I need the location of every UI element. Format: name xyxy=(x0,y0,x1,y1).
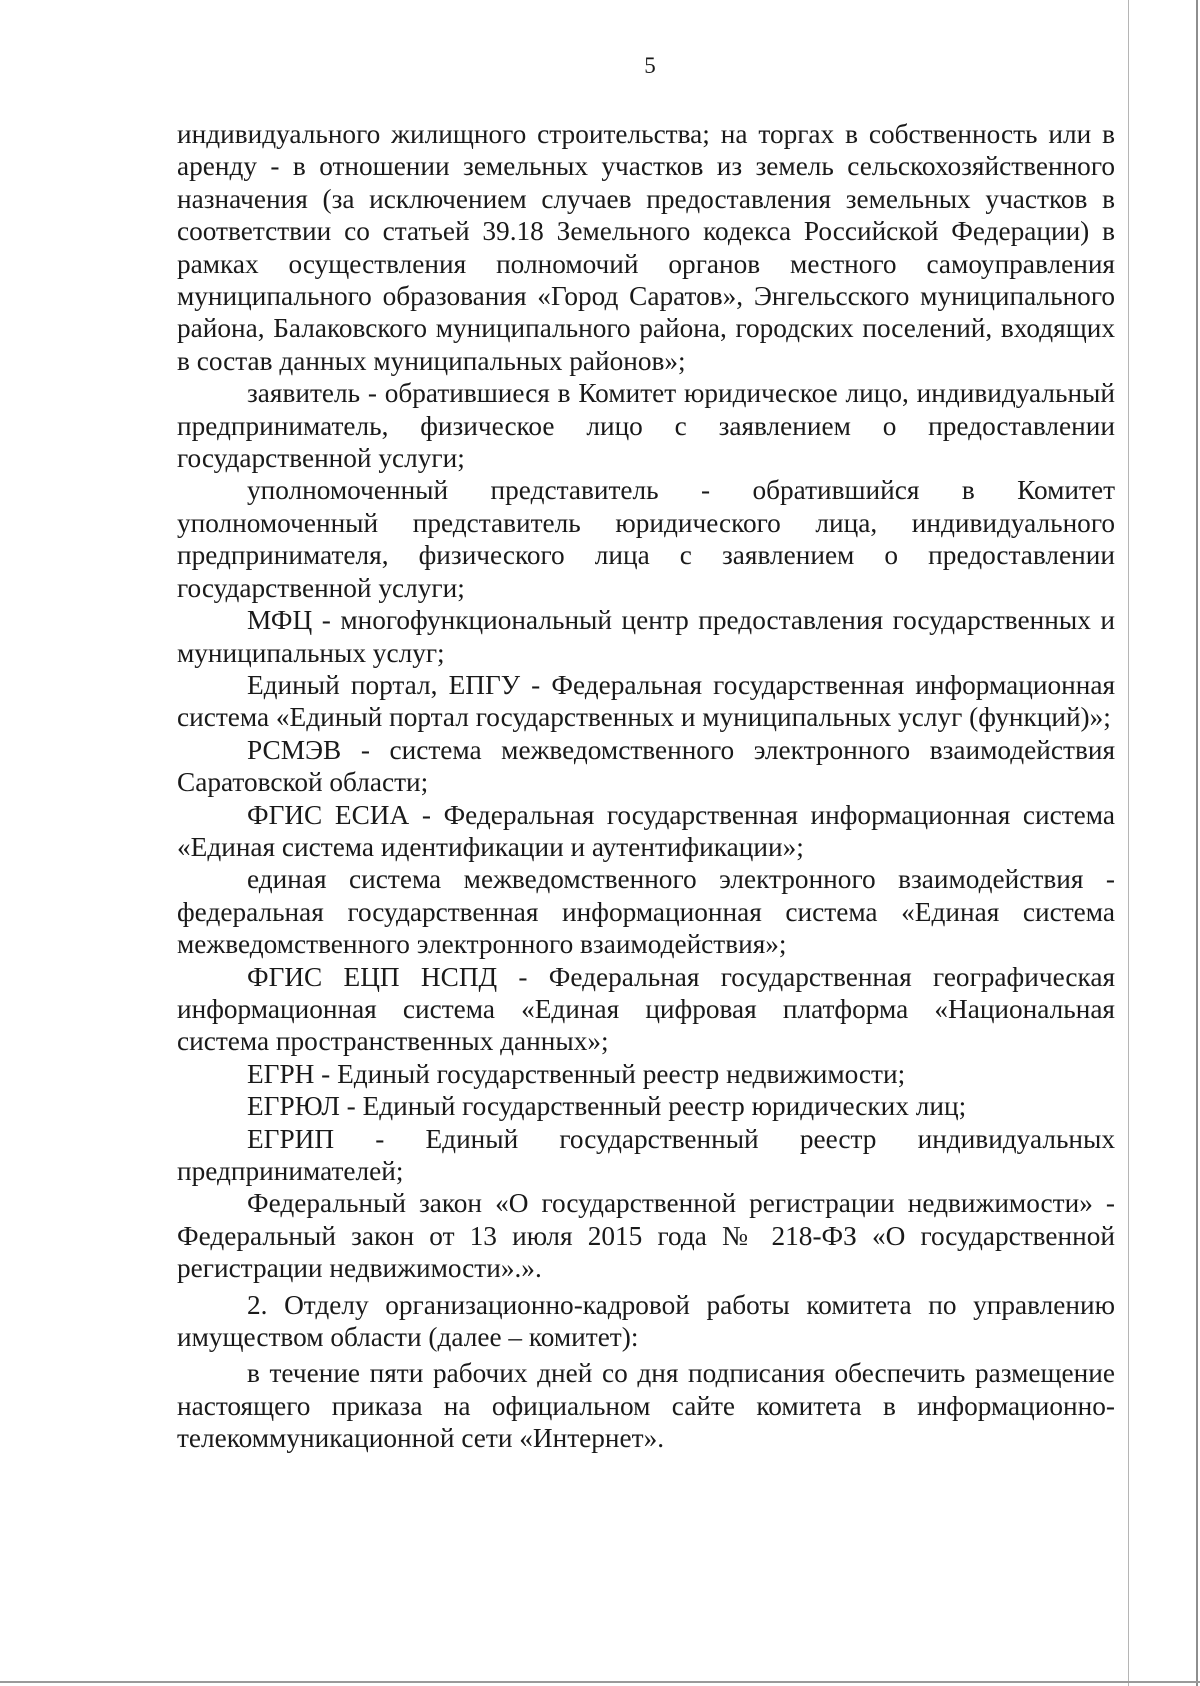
item-2-instruction: в течение пяти рабочих дней со дня подписания обеспечить размещение настоящего приказа на официальном сайте комитета в информационно-телекоммуникационной сети «Интернет». xyxy=(177,1358,1115,1454)
definition-applicant: заявитель - обратившиеся в Комитет юридическое лицо, индивидуальный предприниматель, физическое лицо с заявлением о предоставлении государственной услуги; xyxy=(177,378,1115,474)
definition-federal-law: Федеральный закон «О государственной регистрации недвижимости» - Федеральный закон от 13 июля 2015 года № 218-ФЗ «О государственной регистрации недвижимости».». xyxy=(177,1188,1115,1284)
definition-egrul: ЕГРЮЛ - Единый государственный реестр юридических лиц; xyxy=(247,1091,967,1122)
paragraph-continuation: индивидуального жилищного строительства; на торгах в собственность или в аренду - в отношении земельных участков из земель сельскохозяйственного назначения (за исключением случаев предоставления земельных участков в соответствии со статьей 39.18 Земельного кодекса Российской Федерации) в рамках осуществления полномочий органов местного самоуправления муниципального образования «Город Саратов», Энгельсского муниципального района, Балаковского муниципального района, городских поселений, входящих в состав данных муниципальных районов»; xyxy=(177,119,1115,376)
definition-egrn: ЕГРН - Единый государственный реестр недвижимости; xyxy=(247,1058,906,1089)
page-number: 5 xyxy=(644,53,656,78)
document-body xyxy=(177,118,1115,1455)
definition-rsmev: РСМЭВ - система межведомственного электронного взаимодействия Саратовской области; xyxy=(177,734,1115,798)
definition-single-portal: Единый портал, ЕПГУ - Федеральная государственная информационная система «Единый портал государственных и муниципальных услуг (функций)»; xyxy=(177,669,1115,733)
item-2: 2. Отделу организационно-кадровой работы комитета по управлению имуществом области (далее – комитет): xyxy=(177,1289,1115,1353)
definition-authorized-representative: уполномоченный представитель - обратившийся в Комитет уполномоченный представитель юридического лица, индивидуального предпринимателя, физического лица с заявлением о предоставлении государственной услуги; xyxy=(177,475,1115,603)
page-edge-line xyxy=(0,1681,1200,1683)
definition-fgis-ecp-nspd: ФГИС ЕЦП НСПД - Федеральная государственная географическая информационная система «Единая цифровая платформа «Национальная система пространственных данных»; xyxy=(177,961,1115,1057)
page-edge-line xyxy=(1196,0,1198,1686)
definition-mfc: МФЦ - многофункциональный центр предоставления государственных и муниципальных услуг; xyxy=(177,605,1115,668)
page-edge-line xyxy=(1128,0,1129,1686)
definition-smev: единая система межведомственного электронного взаимодействия - федеральная государственная информационная система «Единая система межведомственного электронного взаимодействия»; xyxy=(177,864,1115,960)
definition-fgis-esia: ФГИС ЕСИА - Федеральная государственная информационная система «Единая система идентификации и аутентификации»; xyxy=(177,799,1115,862)
definition-egrip: ЕГРИП - Единый государственный реестр индивидуальных предпринимателей; xyxy=(177,1123,1115,1186)
